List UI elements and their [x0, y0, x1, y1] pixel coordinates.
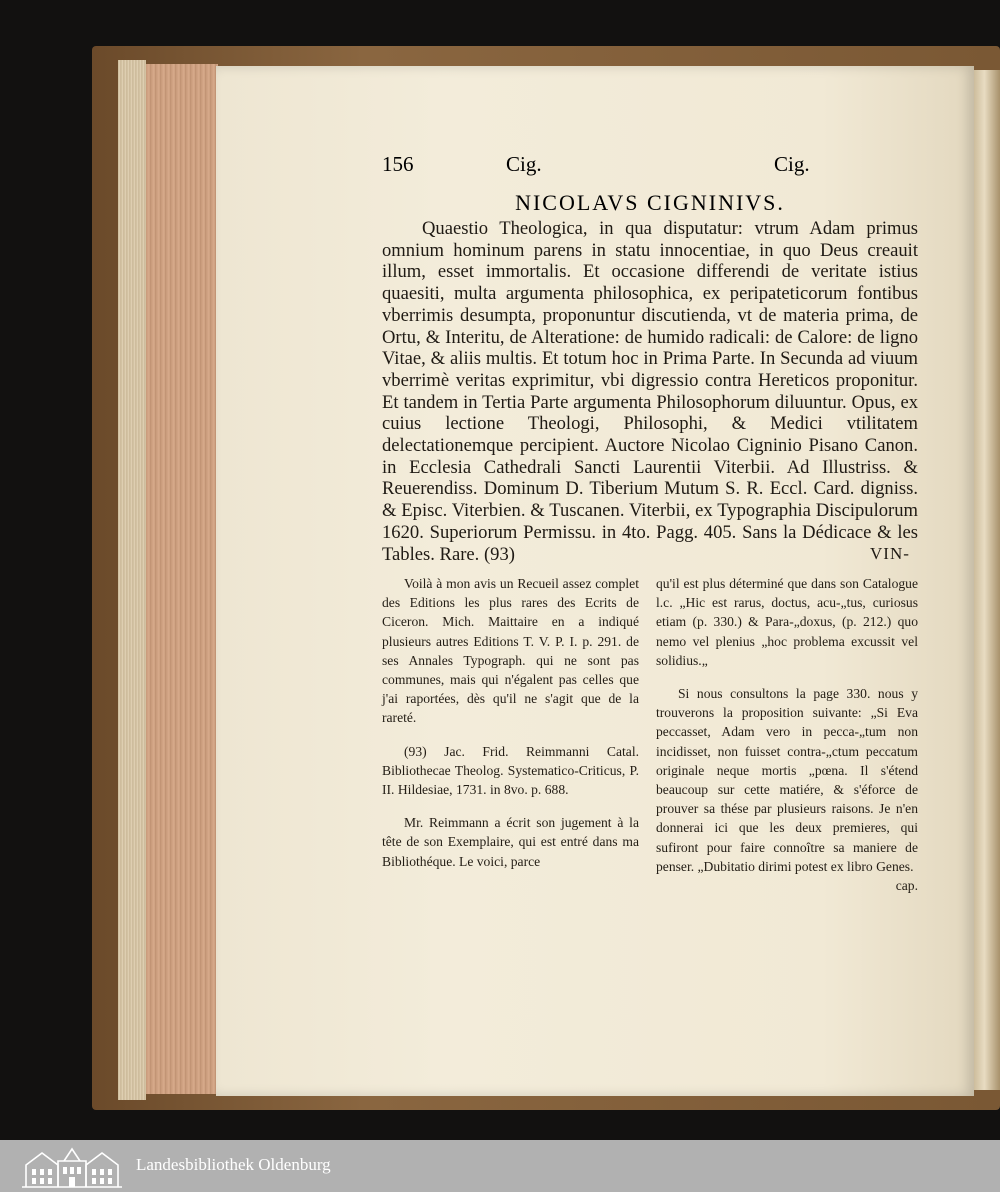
page-edges: [118, 60, 146, 1100]
running-head-left: Cig.: [506, 152, 542, 176]
note-catchword: cap.: [895, 878, 918, 894]
running-header: [382, 152, 918, 182]
footer-institution-name: Landesbibliothek Oldenburg: [136, 1155, 331, 1174]
entry-title: NICOLAVS CIGNINIVS.: [515, 190, 785, 215]
page-number: 156: [382, 152, 414, 176]
catchword: VIN-: [870, 544, 910, 563]
right-page-edge: [974, 70, 1000, 1090]
note-paragraph: Voilà à mon avis un Recueil assez complet des Editions les plus rares des Ecrits de Ciceron. Mich. Maittaire en a indiqué plusieurs autres Editions T. V. P. I. p. 291. de ses Annales Typograph. qui ne sont pas communes, mais qui n'égalent pas celles que j'ai raportées, dès qu'il ne s'agit que de la rareté.: [382, 576, 639, 726]
note-footnote-93: (93) Jac. Frid. Reimmanni Catal. Bibliothecae Theolog. Systematico-Criticus, P. II. Hildesiae, 1731. in 8vo. p. 688.: [382, 743, 639, 798]
entry-body: Quaestio Theologica, in qua disputatur: vtrum Adam primus omnium hominum parens in statu innocentiae, in quo Deus creauit illum, esset immortalis. Et occasione differendi de veritate istius quaesiti, multa argumenta philosophica, ex peripateticorum fontibus vberrimis desumpta, proponuntur discutienda, vt de materia prima, de Ortu, & Interitu, de Alteratione: de humido radicali: de Calore: de ligno Vitae, & aliis multis. Et totum hoc in Prima Parte. In Secunda ad viuum vberrimè veritas exprimitur, vbi digressio contra Hereticos proponitur. Et tandem in Tertia Parte argumenta Philosophorum diluuntur. Opus, ex cuius lectione Theologi, Philosophi, & Medici vtilitatem delectationemque percipient. Auctore Nicolao Cigninio Pisano Canon. in Ecclesia Cathedrali Sancti Laurentii Viterbii. Ad Illustriss. & Reuerendiss. Dominum D. Tiberium Mutum S. R. Eccl. Card. digniss. & Episc. Viterbien. & Tuscanen. Viterbii, ex Typographia Discipulorum 1620. Superiorum Permissu. in 4to. Pagg. 405. Sans la Dédicace & les Tables. Rare. (93): [382, 218, 918, 565]
note-paragraph: qu'il est plus déterminé que dans son Catalogue l.c. „Hic est rarus, doctus, acu-„tus, curiosus etiam (p. 330.) & Para-„doxus, (p. 212.) quo nemo vel plenius „hoc problema excussit vel solidius.„: [656, 576, 918, 668]
note-paragraph: Mr. Reimmann a écrit son jugement à la tête de son Exemplaire, qui est entré dans ma Bibliothéque. Le voici, parce: [382, 815, 639, 869]
notes-right-column: [656, 574, 918, 909]
library-building-icon: [20, 1143, 124, 1189]
running-head-right: Cig.: [774, 152, 810, 176]
page-stack: [146, 64, 218, 1094]
notes-left-column: [382, 574, 639, 885]
note-paragraph: Si nous consultons la page 330. nous y trouverons la proposition suivante: „Si Eva peccasset, Adam vero in pecca-„tum non incidisset, non fuisset contra-„ctum peccatum originale neque mortis „pœna. Il s'étend beaucoup sur cette matiére, & s'éforce de prouver sa thése par plusieurs raisons. Je n'en donnerai ici que les deux premieres, qui sufiront pour faire connoître sa maniere de penser. „Dubitatio dirimi potest ex libro Genes.: [656, 686, 918, 874]
